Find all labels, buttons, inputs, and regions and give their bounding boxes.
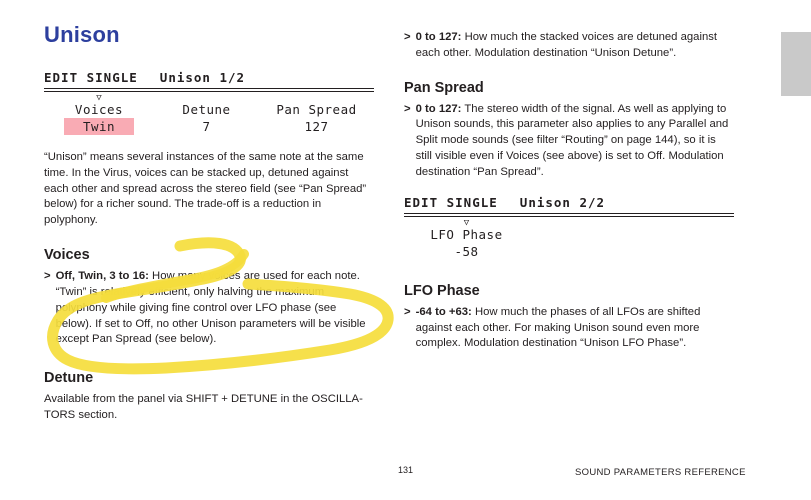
bullet-marker: > — [404, 305, 411, 318]
pan-spread-bullet-text — [416, 102, 734, 181]
lfo-phase-bullet-text — [416, 305, 734, 352]
lcd-header — [404, 195, 734, 213]
voices-bullet — [44, 269, 374, 348]
lcd-divider — [404, 213, 734, 217]
voices-bullet-bold: Off, Twin, 3 to 16: — [55, 270, 149, 283]
lcd-label-lfo-phase: LFO Phase — [430, 226, 503, 242]
lcd-display-unison-1 — [44, 70, 374, 134]
page-edge-marker — [781, 32, 811, 96]
lcd-value-pan-spread: 127 — [304, 119, 329, 134]
voices-bullet-body: How many voices are used for each note. “Twin” is relatively efficient, only halving the maximum polyphony while giving fine control over LFO phase (see below). If set to Off, no other Unison parameters will be visible except Pan Spread (see below). — [55, 270, 366, 346]
heading-lfo-phase: LFO Phase — [404, 282, 480, 299]
lcd-header-left: EDIT SINGLE — [44, 70, 138, 85]
lcd-label-voices: Voices — [74, 102, 124, 117]
lcd-value-detune: 7 — [202, 119, 211, 134]
lcd-values-row — [44, 119, 374, 134]
detune-paragraph: Available from the panel via SHIFT + DETUNE in the OSCILLA-TORS section. — [44, 393, 363, 421]
lcd-label-pan-spread: Pan Spread — [276, 102, 357, 117]
pan-spread-bullet-body: The stereo width of the signal. As well as applying to Unison sounds, this parameter also applies to any Parallel and Split mode sounds (see filter “Routing” on page 144), so it is still visible even if Voices (see above) is set to Off. Modulation destination “Pan Spread”. — [415, 102, 729, 178]
detune-bullet-bold: 0 to 127: — [415, 31, 462, 43]
lcd-labels-row — [404, 227, 734, 242]
lcd-header-right: Unison 1/2 — [159, 70, 246, 85]
voices-bullet-text — [56, 269, 374, 348]
bullet-marker: > — [44, 270, 51, 283]
lcd-display-unison-2 — [404, 195, 734, 259]
detune-bullet-text — [416, 30, 734, 62]
lcd-label-detune: Detune — [182, 102, 231, 117]
lcd-values-row — [404, 244, 734, 259]
heading-voices: Voices — [44, 247, 90, 264]
footer-section-label: SOUND PARAMETERS REFERENCE — [575, 467, 746, 478]
footer-page-number: 131 — [397, 465, 414, 475]
page-title: Unison — [44, 22, 120, 47]
lcd-caret-icon: ▽ — [96, 93, 102, 103]
lcd-value-voices-wrap — [44, 119, 154, 134]
heading-detune: Detune — [44, 370, 94, 387]
lfo-phase-bullet-body: How much the phases of all LFOs are shifted against each other. For making Unison sound even more complex. Modulation destination “Unison LFO Phase”. — [415, 305, 701, 350]
heading-pan-spread: Pan Spread — [404, 79, 484, 96]
left-column — [44, 22, 374, 434]
lcd-labels-row — [44, 102, 374, 117]
lcd-value-lfo-phase: -58 — [454, 243, 479, 259]
right-column — [404, 22, 734, 362]
lfo-phase-bullet — [404, 305, 734, 352]
lcd-header-right: Unison 2/2 — [519, 194, 606, 210]
pan-spread-bullet-bold: 0 to 127: — [415, 102, 462, 115]
lcd-header-left: EDIT SINGLE — [404, 194, 498, 210]
lcd-value-voices: Twin — [82, 119, 116, 134]
detune-bullet-body: How much the stacked voices are detuned against each other. Modulation destination “Unison Detune”. — [415, 31, 718, 59]
unison-intro-paragraph: “Unison” means several instances of the same note at the same time. In the Virus, voices can be stacked up, detuned against each other and spread across the stereo field (see “Pan Spread” below) for a richer sound. The trade-off is a reduction in polyphony. — [44, 151, 367, 227]
bullet-marker: > — [404, 102, 411, 115]
lcd-caret-icon: ▽ — [463, 217, 470, 228]
detune-bullet — [404, 30, 734, 62]
lcd-divider — [44, 88, 374, 92]
bullet-marker: > — [404, 31, 411, 43]
lcd-header — [44, 70, 374, 88]
lfo-phase-bullet-bold: -64 to +63: — [415, 305, 472, 318]
pan-spread-bullet — [404, 102, 734, 181]
